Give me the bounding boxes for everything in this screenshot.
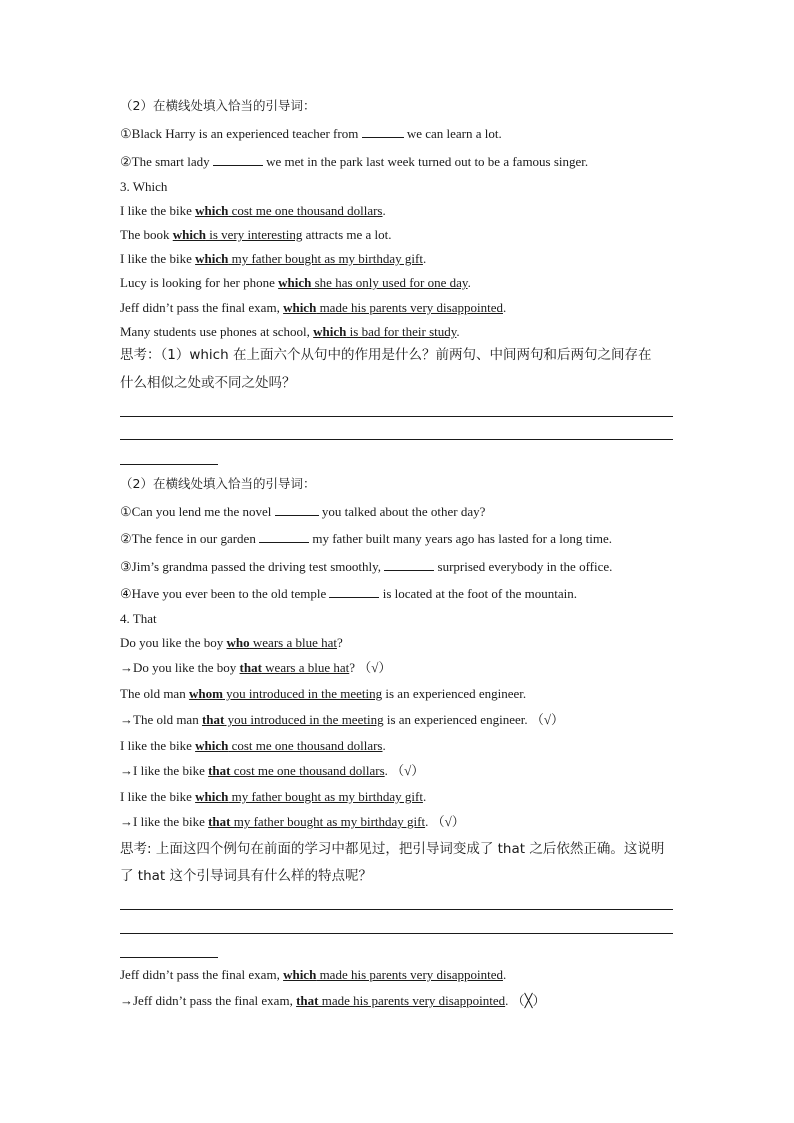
answer-blank[interactable] (384, 558, 434, 571)
example-sentence (120, 660, 391, 676)
sentence-part: . (422, 251, 427, 266)
sentence-part: I like the bike (120, 789, 196, 804)
correct-mark: （√） (387, 763, 425, 778)
item-text: we met in the park last week turned out to be a famous singer. (262, 154, 589, 169)
example-sentence (120, 789, 426, 805)
fill-blank-item (120, 585, 577, 602)
correct-mark: （√） (355, 660, 392, 675)
correct-mark: （√） (428, 814, 465, 829)
fill-blank-item (120, 558, 612, 575)
example-sentence (120, 967, 506, 983)
correct-mark: （√） (527, 712, 564, 727)
relative-clause: my father bought as my birthday gift (228, 789, 423, 804)
think-question: 思考: 上面这四个例句在前面的学习中都见过，把引导词变成了 that 之后依然正确。这说明 (120, 841, 665, 857)
relative-pronoun: that (208, 763, 231, 778)
sentence-part: →Jeff didn’t pass the final exam, (120, 993, 297, 1008)
relative-clause: made his parents very disappointed (316, 967, 503, 982)
sentence-part: →The old man (120, 712, 202, 727)
relative-pronoun: which (195, 789, 229, 804)
relative-clause: cost me one thousand dollars (228, 738, 383, 753)
sentence-part: ? (349, 660, 356, 675)
sentence-part: is an experienced engineer. (382, 686, 527, 701)
sentence-part: . (502, 967, 507, 982)
example-sentence (120, 763, 424, 779)
relative-clause: cost me one thousand dollars (230, 763, 385, 778)
relative-pronoun: that (201, 712, 225, 727)
sentence-part: . (382, 203, 386, 218)
example-sentence (120, 712, 564, 728)
relative-clause: is very interesting (205, 227, 303, 242)
example-sentence (120, 738, 386, 754)
example-sentence (120, 227, 392, 243)
sentence-part: . (467, 275, 471, 290)
item-text: ②The fence in our garden (120, 531, 260, 546)
section-title: （2）在横线处填入恰当的引导词： (120, 476, 316, 491)
relative-pronoun: that (296, 993, 319, 1008)
fill-blank-item (120, 153, 588, 170)
sentence-part: I like the bike (120, 738, 196, 753)
relative-clause: she has only used for one day (311, 275, 468, 290)
item-text: surprised everybody in the office. (434, 559, 613, 574)
sentence-part: Do you like the boy (120, 635, 227, 650)
relative-pronoun: which (195, 203, 229, 218)
relative-clause: made his parents very disappointed (318, 993, 506, 1008)
answer-blank[interactable] (362, 125, 404, 138)
relative-pronoun: that (208, 814, 231, 829)
relative-pronoun: which (195, 251, 229, 266)
sentence-part: attracts me a lot. (302, 227, 392, 242)
answer-blank[interactable] (259, 530, 309, 543)
fill-blank-item (120, 125, 502, 142)
section-title: （2）在横线处填入恰当的引导词： (120, 98, 316, 113)
relative-pronoun: which (172, 227, 206, 242)
sentence-part: Jeff didn’t pass the final exam, (120, 300, 284, 315)
sentence-part: . (505, 993, 509, 1008)
sentence-part: →I like the bike (120, 814, 209, 829)
answer-blank[interactable] (329, 585, 379, 598)
sentence-part: . (384, 763, 388, 778)
example-sentence (120, 324, 460, 340)
relative-clause: my father bought as my birthday gift (228, 251, 423, 266)
item-text: we can learn a lot. (403, 126, 502, 141)
sentence-part: Jeff didn’t pass the final exam, (120, 967, 284, 982)
relative-pronoun: which (283, 300, 317, 315)
example-sentence (120, 251, 426, 267)
item-text: you talked about the other day? (318, 504, 486, 519)
relative-clause: my father bought as my birthday gift (230, 814, 426, 829)
sentence-part: ? (337, 635, 343, 650)
example-sentence (120, 993, 545, 1009)
sentence-part: . (502, 300, 507, 315)
relative-clause: cost me one thousand dollars (228, 203, 383, 218)
sentence-part: The book (120, 227, 173, 242)
think-question: 思考：（1）which 在上面六个从句中的作用是什么？前两句、中间两句和后两句之间存在 (120, 347, 652, 363)
think-question: 什么相似之处或不同之处吗？ (120, 375, 296, 391)
answer-line[interactable] (120, 439, 673, 440)
sentence-part: . (425, 814, 429, 829)
relative-pronoun: who (226, 635, 250, 650)
sentence-part: Lucy is looking for her phone (120, 275, 279, 290)
sentence-part: I like the bike (120, 251, 196, 266)
item-text: is located at the foot of the mountain. (379, 586, 577, 601)
item-text: ②The smart lady (120, 154, 213, 169)
example-sentence (120, 686, 526, 702)
answer-line[interactable] (120, 909, 673, 910)
answer-blank[interactable] (275, 503, 319, 516)
relative-pronoun: which (313, 324, 347, 339)
item-text: my father built many years ago has lasted for a long time. (309, 531, 612, 546)
section-heading: 3. Which (120, 179, 168, 194)
answer-line[interactable] (120, 957, 218, 958)
example-sentence (120, 275, 471, 291)
item-text: ①Can you lend me the novel (120, 504, 275, 519)
sentence-part: →Do you like the boy (120, 660, 240, 675)
answer-blank[interactable] (213, 153, 263, 166)
relative-pronoun: that (239, 660, 262, 675)
relative-clause: wears a blue hat (249, 635, 337, 650)
sentence-part: The old man (120, 686, 189, 701)
relative-pronoun: which (283, 967, 317, 982)
example-sentence (120, 300, 506, 316)
item-text: ①Black Harry is an experienced teacher from (120, 126, 362, 141)
section-heading: 4. That (120, 611, 157, 626)
think-question: 了 that 这个引导词具有什么样的特点呢？ (120, 868, 372, 884)
example-sentence (120, 814, 465, 830)
sentence-part: . (422, 789, 427, 804)
sentence-part: →I like the bike (120, 763, 209, 778)
item-text: ③Jim’s grandma passed the driving test smoothly, (120, 559, 385, 574)
relative-clause: you introduced in the meeting (222, 686, 383, 701)
example-sentence (120, 203, 386, 219)
relative-clause: is bad for their study (346, 324, 457, 339)
sentence-part: is an experienced engineer. (383, 712, 528, 727)
sentence-part: Many students use phones at school, (120, 324, 314, 339)
relative-clause: wears a blue hat (261, 660, 350, 675)
answer-line[interactable] (120, 933, 673, 934)
sentence-part: I like the bike (120, 203, 196, 218)
relative-clause: made his parents very disappointed (316, 300, 503, 315)
example-sentence (120, 635, 343, 651)
answer-line[interactable] (120, 464, 218, 465)
item-text: ④Have you ever been to the old temple (120, 586, 330, 601)
relative-pronoun: whom (188, 686, 223, 701)
fill-blank-item (120, 503, 485, 520)
relative-clause: you introduced in the meeting (224, 712, 384, 727)
sentence-part: . (382, 738, 386, 753)
sentence-part: . (456, 324, 460, 339)
relative-pronoun: which (278, 275, 312, 290)
relative-pronoun: which (195, 738, 229, 753)
wrong-mark: （╳） (508, 993, 546, 1008)
fill-blank-item (120, 530, 612, 547)
answer-line[interactable] (120, 416, 673, 417)
